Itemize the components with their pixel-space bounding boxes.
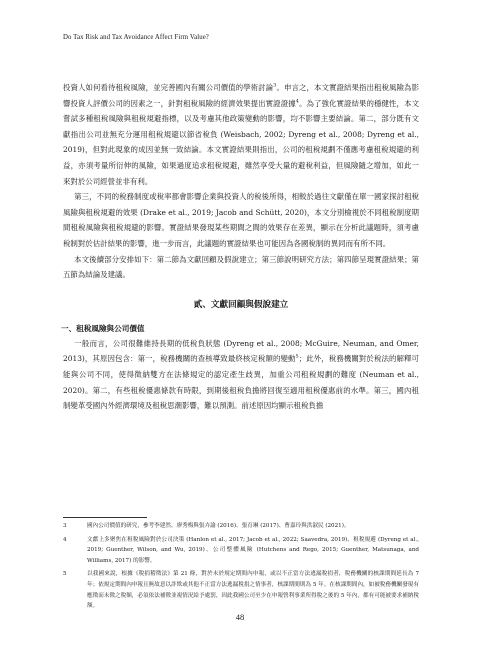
footnote-divider — [63, 517, 147, 518]
paragraph-2: 第三，不同的稅務制度或稅率都會影響企業與投資人的稅後所得，相較於過往文獻僅在單一國家探討租稅風險與租稅規避的效果 (Drake et al., 2019; Jacob and Schütt, 2020)，本文分別檢視於不同租稅制度期間租稅風險與租稅規避的影響。實證結果發現某些期間之間的效果存在差異，顯示在分析此議題時，須考慮稅制對於估計結果的影響，進一步而言，此議題的實證結果也可能因為各國稅制的異同而有所不同。 — [63, 192, 419, 248]
footnote-item — [63, 535, 419, 567]
main-content — [63, 80, 419, 414]
footnote-text: 文獻上多聚焦在租稅風險對於公司決策 (Hanlon et al., 2017; Jacob et al., 2022; Saavedra, 2019)、租稅規避 (Dyreng et al., 2019; Guenther, Wilson, and Wu, 2019)、公司整體風險 (Hutchens and Rego, 2015; Guenther, Matsunaga, and Williams, 2017) 的影響。 — [87, 536, 419, 564]
subsection-heading: 一、租稅風險與公司價值 — [61, 323, 145, 333]
footnote-ref[interactable]: 4 — [295, 98, 299, 105]
paragraph-3: 本文後續部分安排如下：第二節為文獻回顧及假說建立；第三節說明研究方法；第四節呈現實證結果；第五節為結論及建議。 — [63, 254, 419, 280]
paragraph-text: 投資人如何看待租稅風險，並完善國內有關公司價值的學術討論 — [63, 83, 274, 92]
running-header: Do Tax Risk and Tax Avoidance Affect Firm Value? — [63, 34, 209, 41]
footnote-text: 以我國來說，根據《稅捐稽徵法》第 21 條，對於未於規定期間內申報，或以不正當方法逃漏稅捐者，稅務機關的核課期間延長為 7 年；依規定期間內申報且無故意以詐欺或其他不正當方法逃漏稅捐之情事者，核課期間則為 5 年。在核課期間內，如被稅務機關發現有應徵而未徵之稅額，必須依法補徵並視情況給予處罰，因此我國公司至少在申報營利事業所得稅之後的 5 年內，都有可能被要求補納稅額。 — [87, 571, 419, 610]
paragraph-text: 一般而言，公司很難維持長期的低稅負狀態 (Dyreng et al., 2008; McGuire, Neuman, and Omer, 2013)，其原因包含：第一，稅務機關的查核導致最終核定稅額的變動 — [63, 338, 419, 364]
footnote-text: 國內公司價值的研究，參考李建然、廖秀梅與張卉諭 (2016)、張育琳 (2017)、曹嘉玲與洪淑民 (2021)。 — [87, 523, 350, 529]
paragraph-text: 。為了強化實證結果的穩健性，本文嘗試多種租稅風險與租稅規避指標，以及考慮其他政策變動的影響，均不影響主要結論。第二，部分既有文獻指出公司並無充分運用租稅規避以節省稅負 (Weisbach, 2002; Dyreng et al., 2008; Dyreng et al., 2019)，但對此現象的成因並無一致結論。本文實證結果則指出，公司的租稅規劃不僅應考慮租稅規避的利益，亦須考量所衍伸的風險，如果過度追求租稅規避，雖然享受大量的避稅利益，但風險隨之增加，如此一來對於公司經營並非有利。 — [63, 98, 420, 186]
page-number: 48 — [235, 612, 245, 622]
paragraph-4 — [63, 336, 419, 414]
footnote-number: 3 — [63, 523, 67, 529]
footnote-ref[interactable]: 5 — [295, 353, 299, 360]
footnote-item — [63, 569, 419, 611]
footnotes — [63, 521, 419, 615]
section-heading: 貳、文獻回顧與假說建立 — [193, 299, 289, 310]
footnote-number: 5 — [63, 571, 67, 578]
paragraph-text: ；此外，稅務機關對於稅法的解釋可能與公司不同，使得徵納雙方在法條規定的認定產生歧異，加重公司租稅規劃的難度 (Neuman et al., 2020)。第二，有些租稅優惠條款有時限，到期後租稅負擔將回復至適用租稅優惠前的水準。第三，國內租制變革受國內外經濟環境及租稅思潮影響，難以預測。前述原因均顯示租稅負擔 — [63, 354, 419, 411]
footnote-item — [63, 521, 419, 532]
paragraph-1 — [63, 80, 419, 189]
footnote-number: 4 — [63, 536, 67, 543]
paragraph-text: 。申言之，本文實證結果指出租稅風險為影響投資人評價公司的因素之一，針對租稅風險的經濟效果提出實證證據 — [63, 83, 420, 108]
footnote-ref[interactable]: 3 — [273, 82, 277, 89]
